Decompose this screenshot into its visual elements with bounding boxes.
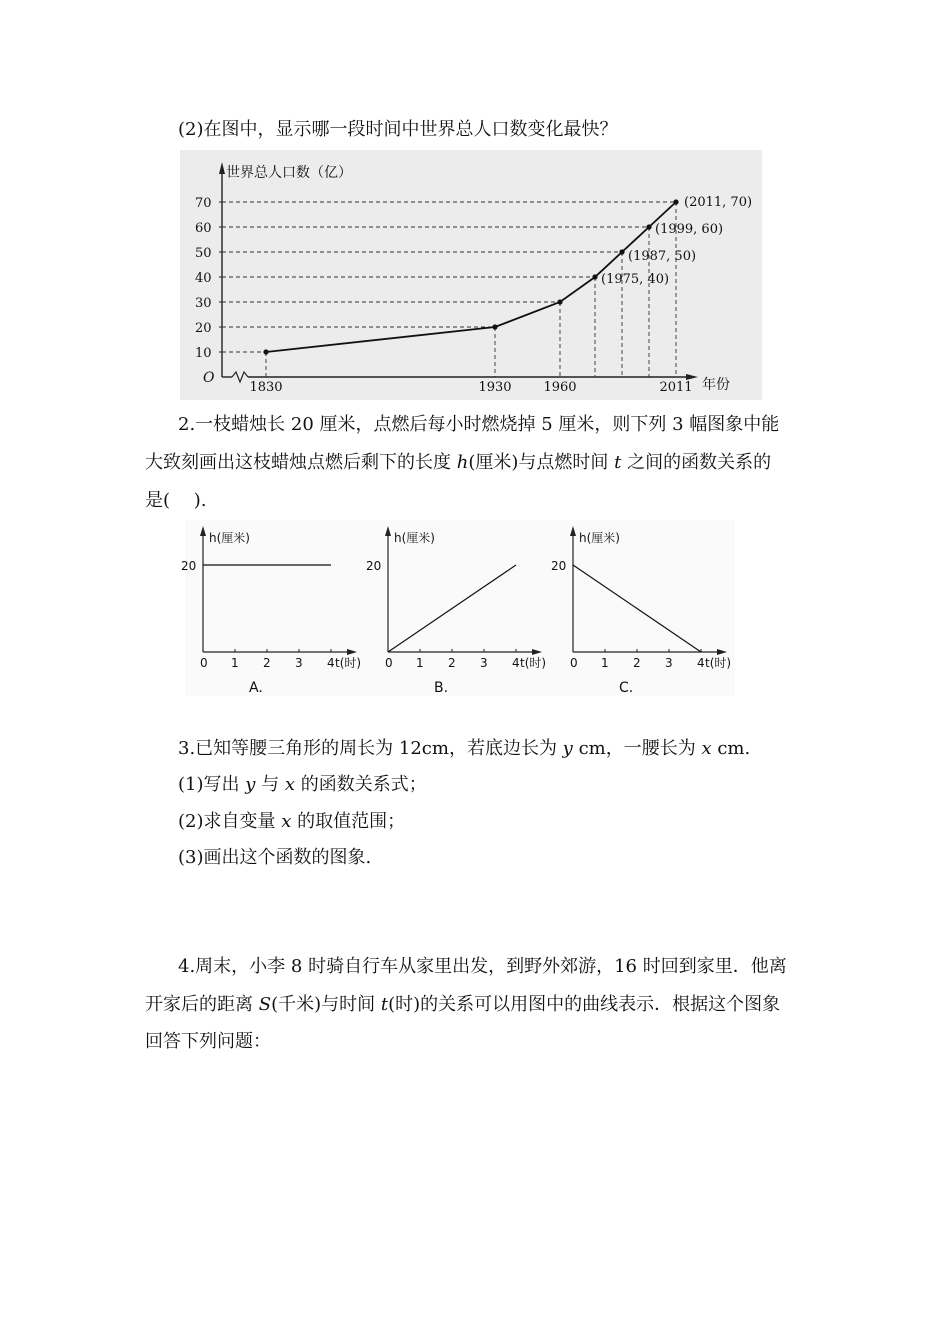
- q3-text: 的函数关系式；: [295, 774, 427, 795]
- data-point: [557, 299, 562, 304]
- q4-text: (千米)与时间: [271, 994, 381, 1015]
- x-tick-label: 4: [512, 656, 520, 670]
- x-tick-label: 1: [231, 656, 239, 670]
- q2-line-1: 2.一枝蜡烛长 20 厘米，点燃后每小时燃烧掉 5 厘米，则下列 3 幅图象中能: [178, 414, 780, 435]
- var-t: t: [380, 994, 389, 1015]
- y-tick-label: 60: [195, 221, 212, 236]
- x-tick-label: 0: [570, 656, 578, 670]
- var-s: S: [258, 994, 272, 1015]
- y-axis-label: h(厘米): [579, 531, 620, 545]
- y-axis-label: h(厘米): [394, 531, 435, 545]
- y-tick-label: 20: [366, 559, 382, 573]
- y-axis-arrow: [570, 526, 576, 536]
- q3-text: (2)求自变量: [178, 811, 282, 832]
- option-label: A.: [249, 680, 263, 696]
- q3-text: 与: [255, 774, 285, 795]
- var-x: x: [284, 774, 295, 795]
- x-tick-label: 1930: [478, 380, 512, 395]
- q4-text: (时)的关系可以用图中的曲线表示．根据这个图象: [388, 994, 781, 1015]
- q2-text: 大致刻画出这枝蜡烛点燃后剩下的长度: [145, 452, 457, 473]
- q3-text: 3.已知等腰三角形的周长为 12cm，若底边长为: [178, 738, 563, 759]
- y-axis-arrow: [385, 526, 391, 536]
- x-tick-label: 0: [385, 656, 393, 670]
- x-tick-label: 2: [263, 656, 271, 670]
- var-x: x: [281, 811, 292, 832]
- q2-line-2: [145, 451, 771, 475]
- y-tick-label: 20: [551, 559, 567, 573]
- x-axis-label: t(时): [520, 656, 547, 670]
- q4-line-3: 回答下列问题：: [145, 1031, 271, 1052]
- x-axis-arrow: [532, 649, 542, 655]
- candle-graphs-svg: [181, 520, 735, 696]
- data-point: [492, 324, 497, 329]
- point-annotation: (2011, 70): [684, 195, 753, 210]
- x-tick-label: 1: [601, 656, 609, 670]
- q1-part2-question: (2)在图中，显示哪一段时间中世界总人口数变化最快？: [178, 119, 618, 140]
- var-x: x: [701, 738, 712, 759]
- y-tick-label: 10: [195, 346, 212, 361]
- x-axis-label: t(时): [705, 656, 732, 670]
- x-tick-label: 2011: [659, 380, 693, 395]
- population-line-chart: [180, 150, 762, 400]
- x-axis-label: 年份: [702, 377, 730, 393]
- x-tick-label: 1960: [543, 380, 577, 395]
- candle-graph-options: [181, 520, 735, 696]
- y-axis-arrow: [219, 162, 225, 174]
- x-tick-label: 2: [448, 656, 456, 670]
- data-point: [673, 199, 678, 204]
- q3-text: cm.: [711, 738, 751, 759]
- y-axis-title: 世界总人口数（亿）: [226, 165, 352, 181]
- y-axis-label: h(厘米): [209, 531, 250, 545]
- x-axis-label: t(时): [335, 656, 362, 670]
- q2-text: (厘米)与点燃时间: [468, 452, 615, 473]
- q3-part1: [178, 773, 427, 797]
- data-point: [592, 274, 597, 279]
- y-tick-label: 40: [195, 271, 212, 286]
- y-tick-label: 30: [195, 296, 212, 311]
- function-line: [388, 565, 516, 652]
- x-tick-label: 4: [697, 656, 705, 670]
- q3-text: cm，一腰长为: [572, 738, 702, 759]
- x-tick-label: 1830: [249, 380, 283, 395]
- y-axis-arrow: [200, 526, 206, 536]
- q2-line-3: 是( ).: [145, 490, 207, 511]
- var-h: h: [456, 452, 469, 473]
- q3-part3: (3)画出这个函数的图象.: [178, 847, 372, 868]
- y-tick-label: 70: [195, 196, 212, 211]
- data-point: [263, 349, 268, 354]
- q3-text: 的取值范围；: [291, 811, 406, 832]
- function-line: [573, 565, 701, 652]
- y-tick-label: 20: [181, 559, 197, 573]
- q3-intro: [178, 737, 750, 761]
- option-label: B.: [434, 680, 449, 696]
- data-point: [646, 224, 651, 229]
- y-tick-label: 20: [195, 321, 212, 336]
- axis-break-mark: [232, 372, 248, 382]
- q2-text: 之间的函数关系的: [621, 452, 772, 473]
- var-y: y: [245, 774, 256, 795]
- x-tick-label: 3: [480, 656, 488, 670]
- q3-part2: [178, 810, 405, 834]
- q4-line-1: 4.周末，小李 8 时骑自行车从家里出发，到野外郊游，16 时回到家里．他离: [178, 956, 787, 977]
- point-annotation: (1999, 60): [655, 222, 724, 237]
- origin-label: O: [203, 370, 215, 386]
- x-tick-label: 4: [327, 656, 335, 670]
- y-tick-label: 50: [195, 246, 212, 261]
- q3-text: (1)写出: [178, 774, 246, 795]
- q4-line-2: [145, 993, 780, 1017]
- x-tick-label: 3: [665, 656, 673, 670]
- q4-text: 开家后的距离: [145, 994, 259, 1015]
- data-point: [619, 249, 624, 254]
- point-annotation: (1975, 40): [601, 272, 670, 287]
- x-tick-label: 2: [633, 656, 641, 670]
- option-label: C.: [619, 680, 634, 696]
- population-chart-svg: [180, 150, 762, 400]
- x-tick-label: 0: [200, 656, 208, 670]
- x-tick-label: 3: [295, 656, 303, 670]
- x-tick-label: 1: [416, 656, 424, 670]
- x-axis-arrow: [717, 649, 727, 655]
- point-annotation: (1987, 50): [628, 249, 697, 264]
- var-t: t: [614, 452, 622, 473]
- var-y: y: [562, 738, 573, 759]
- x-axis-arrow: [347, 649, 357, 655]
